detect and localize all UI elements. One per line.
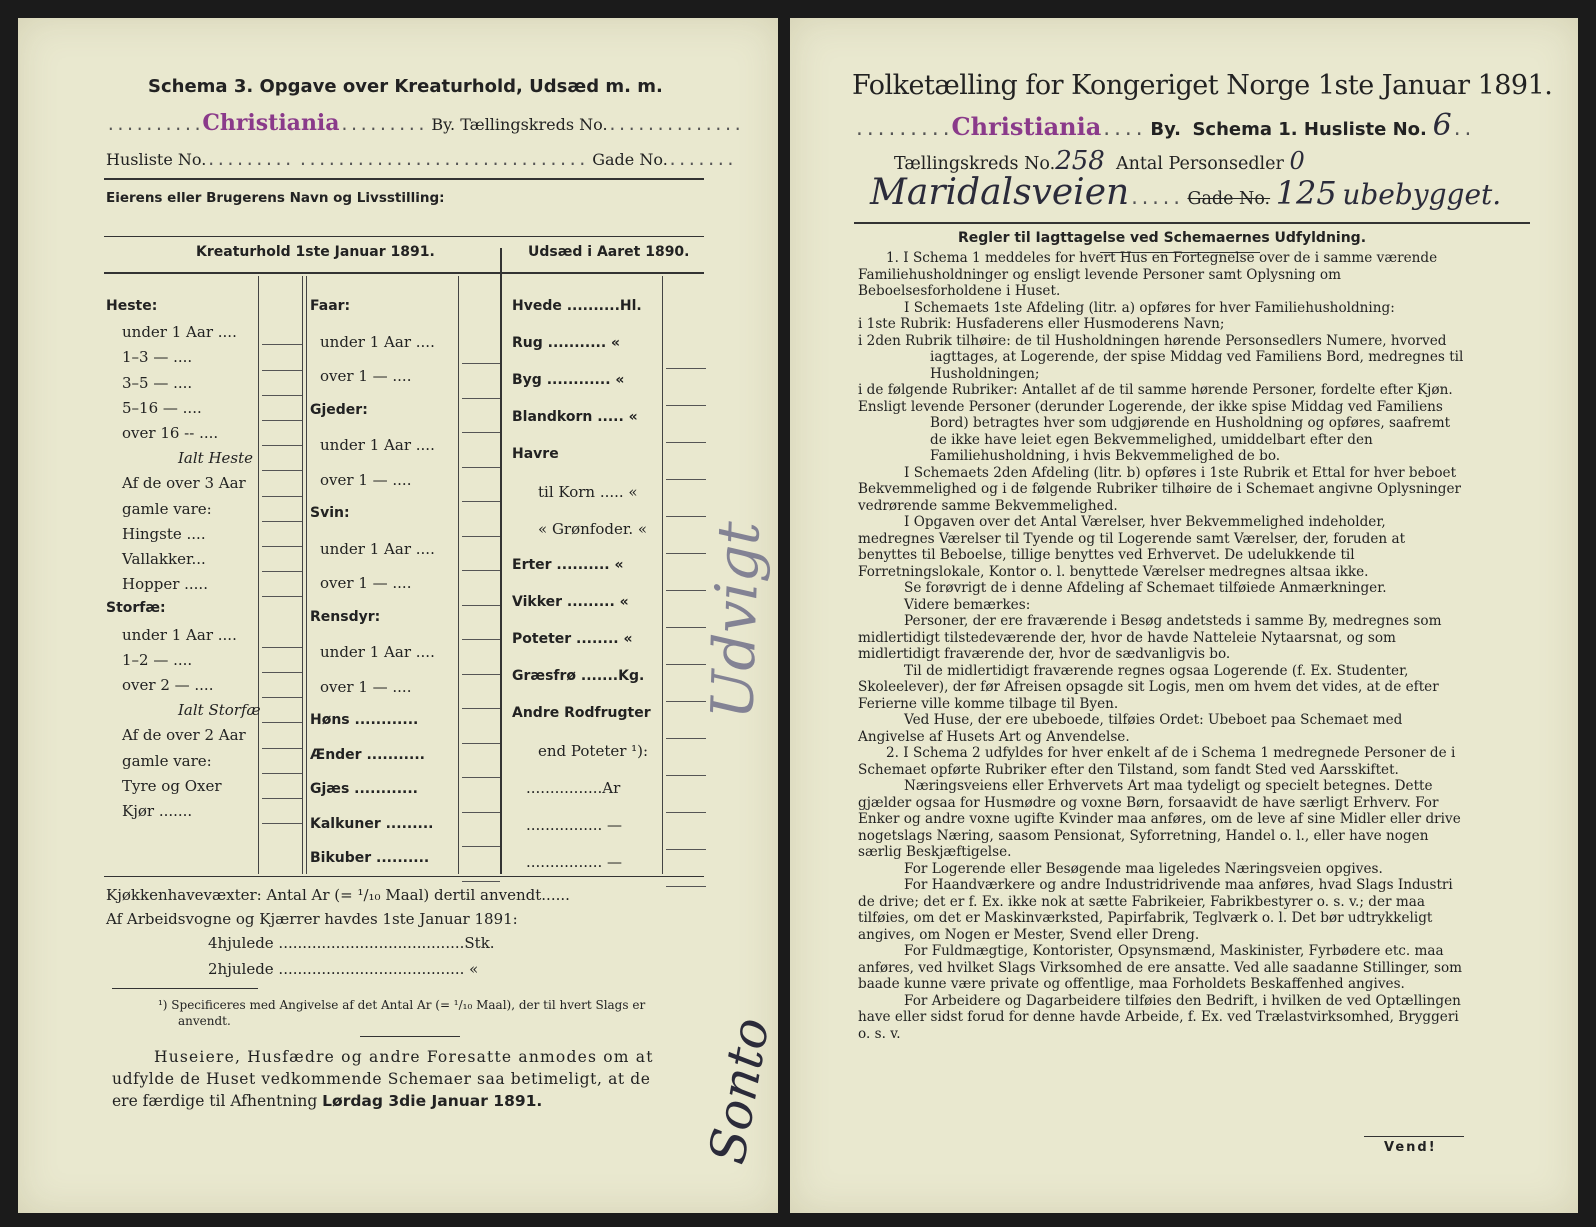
col3-row: Havre — [512, 446, 559, 462]
rule-paragraph: Videre bemærkes: — [904, 596, 1031, 613]
city-stamp: Christiania — [202, 110, 340, 136]
arbeidsvogne-line: Af Arbeidsvogne og Kjærrer havdes 1ste Januar 1891: — [106, 910, 518, 928]
by-line: ..........Christiania......... By. Tællingskreds No............... — [106, 110, 743, 136]
col2-row: Høns ............ — [310, 712, 419, 728]
rule-paragraph: i de følgende Rubriker: Antallet af de til samme hørende Personer, fordelte efter Kjøn. — [858, 382, 1453, 398]
col1-row: Ialt Storfæ — [178, 701, 261, 720]
col1-row: Kjør ....... — [122, 802, 193, 820]
col1-row: under 1 Aar .... — [122, 323, 237, 342]
col2-row: under 1 Aar .... — [320, 436, 435, 454]
husliste-number: 6 — [1432, 108, 1452, 143]
by-label: By. — [431, 115, 456, 134]
vend-label: Vend! — [1384, 1140, 1437, 1155]
rule-paragraph: Ensligt levende Personer (derunder Logerende, der ikke spise Middag ved Familiens Bord) betragtes hver som udgjørende en Husholdning og opføres, saafremt de ikke have leiet egen Bekvemmelighed, umiddelbart efter den Familiehusholdning, i hvis Bekvemmelighed de bo. — [858, 398, 1451, 464]
col1-row: Vallakker... — [122, 550, 206, 568]
street-name: Maridalsveien — [870, 172, 1130, 213]
col1-row: over 16 -- .... — [122, 424, 219, 442]
rule-paragraph: Se forøvrigt de i denne Afdeling af Schemaet tilføiede Anmærkninger. — [904, 580, 1387, 596]
by-label: By. — [1150, 119, 1181, 140]
rules-text — [858, 250, 1464, 1042]
rule-paragraph: Næringsveiens eller Erhvervets Art maa tydeligt og specielt betegnes. Dette gjælder ogsaa for Husmødre og voxne Børn, forsaavidt de have særligt Erhverv. For Enker og andre voxne ugifte Kvinder maa anføres, om de leve af sine Midler eller drive nogetslags Næring, saasom Pensionat, Syforretning, Handel o. l., eller have nogen særlig Beskjæftigelse. — [858, 778, 1461, 860]
schema-husliste-label: Schema 1. Husliste No. — [1192, 119, 1427, 140]
gade-number: 125 — [1275, 174, 1337, 212]
col1-row: Heste: — [106, 298, 158, 314]
col2-row: over 1 — .... — [320, 470, 412, 489]
antal-value: 0 — [1289, 147, 1305, 175]
col1-row: Hingste .... — [122, 524, 206, 543]
census-title: Folketælling for Kongeriget Norge 1ste Januar 1891. — [852, 70, 1553, 101]
col2-row: Rensdyr: — [310, 608, 381, 625]
col2-row: Gjeder: — [310, 401, 368, 418]
handwritten-signature: Sonto — [698, 1013, 781, 1169]
husliste-label: Husliste No. — [106, 150, 207, 169]
col1-row: 1–2 — .... — [122, 650, 193, 669]
taellingskreds-label: Tællingskreds No. — [894, 154, 1056, 174]
col2-row: Faar: — [310, 298, 351, 314]
col3-row: Græsfrø .......Kg. — [512, 668, 645, 684]
rule-paragraph: I Schemaets 1ste Afdeling (litr. a) opføres for hver Familiehusholdning: — [904, 299, 1395, 316]
rule-paragraph: Personer, der ere fraværende i Besøg andetsteds i samme By, medregnes som midlertidigt tilstedeværende der, hvor de havde Natteleie Nytaarsnat, og som midlertidigt fraværende der, hvor de sædvanligvis bo. — [858, 613, 1442, 662]
street-line: Maridalsveien..... Gade No. 125 ubebygget. — [870, 172, 1502, 213]
footnote-line-2: anvendt. — [178, 1014, 231, 1028]
taellingskreds-label: Tællingskreds No. — [460, 115, 608, 134]
gade-label: Gade No. — [1187, 189, 1271, 209]
gade-label: Gade No. — [592, 150, 668, 169]
footnote-line-1: ¹) Specificeres med Angivelse af det Antal Ar (= ¹/₁₀ Maal), der til hvert Slags er — [158, 998, 646, 1012]
col3-row: ................Ar — [526, 779, 621, 797]
rule-paragraph: i 2den Rubrik tilhøire: de til Husholdningen hørende Personsedlers Numere, hvorved iagttages, at Logerende, der spise Middag ved Familiens Bord, medregnes til Husholdningen; — [858, 332, 1464, 382]
col2-row: under 1 Aar .... — [320, 332, 435, 351]
closing-line-3 — [112, 1092, 542, 1110]
col2-row: Svin: — [310, 505, 350, 521]
owner-label: Eierens eller Brugerens Navn og Livsstilling: — [106, 190, 445, 206]
rule-paragraph: I Opgaven over det Antal Værelser, hver Bekvemmelighed indeholder, medregnes Værelser til Tyende og til Logerende samt Værelser, der, foruden at benyttes til Beboelse, tillige benyttes ved Erhvervet. De udelukkende til Forretningslokale, Kontor o. l. benyttede Værelser medregnes altsaa ikke. — [858, 514, 1406, 580]
rules-heading: Regler til Iagttagelse ved Schemaernes Udfyldning. — [958, 230, 1367, 246]
col2-row: over 1 — .... — [320, 367, 412, 385]
col2-row: over 1 — .... — [320, 574, 412, 592]
ubebygget-note: ubebygget. — [1342, 178, 1502, 211]
col3-row: Andre Rodfrugter — [512, 705, 651, 721]
col3-row: Byg ............ « — [512, 372, 625, 388]
handwritten-udvigt: Udvigt — [698, 520, 773, 721]
col1-row: over 2 — .... — [122, 676, 214, 694]
fourhjul-line: 4hjulede .......................................Stk. — [208, 934, 495, 952]
col2-row: under 1 Aar .... — [320, 643, 435, 661]
closing-line-3-text: ere færdige til Afhentning — [112, 1092, 323, 1110]
rule-paragraph: i 1ste Rubrik: Husfaderens eller Husmoderens Navn; — [858, 316, 1225, 332]
col3-row: end Poteter ¹): — [538, 742, 649, 760]
rule-paragraph: For Logerende eller Besøgende maa ligeledes Næringsveien opgives. — [904, 860, 1383, 877]
col3-row: til Korn ..... « — [538, 483, 638, 501]
col3-row: Erter .......... « — [512, 557, 624, 573]
col1-row: gamle vare: — [122, 751, 212, 770]
twohjul-line: 2hjulede ....................................... « — [208, 960, 479, 978]
rule-paragraph: 1. I Schema 1 meddeles for hvert Hus en Fortegnelse over de i samme værende Familiehusholdninger og ensligt levende Personer samt Oplysning om Beboelsesforholdene i Huset. — [858, 250, 1438, 299]
col2-row: over 1 — .... — [320, 677, 412, 696]
col2-row: Ænder ........... — [310, 746, 425, 763]
col1-row: 5–16 — .... — [122, 398, 202, 417]
right-page-schema-1 — [790, 18, 1578, 1213]
col3-row: Rug ........... « — [512, 335, 621, 351]
col2-row: Kalkuner ......... — [310, 815, 434, 832]
col1-row: gamle vare: — [122, 499, 212, 518]
rule-paragraph: 2. I Schema 2 udfyldes for hver enkelt af de i Schema 1 medregnede Personer de i Schemaet opførte Rubriker efter den Tilstand, som fandt Sted ved Aarsskiftet. — [858, 745, 1456, 778]
kreaturhold-header: Kreaturhold 1ste Januar 1891. — [196, 244, 435, 260]
col1-row: 3–5 — .... — [122, 373, 193, 392]
col3-row: Blandkorn ..... « — [512, 409, 638, 425]
col1-row: Ialt Heste — [178, 449, 254, 468]
col3-row: ................ — — [526, 853, 623, 871]
col1-row: Storfæ: — [106, 600, 166, 617]
col3-row: Vikker ......... « — [512, 594, 629, 610]
col2-row: under 1 Aar .... — [320, 539, 435, 558]
col1-row: Af de over 3 Aar — [122, 474, 246, 493]
city-schema-line: .........Christiania.... By. Schema 1. Husliste No. 6.. — [854, 108, 1474, 143]
closing-deadline: Lørdag 3die Januar 1891. — [322, 1092, 543, 1110]
col1-row: Tyre og Oxer — [122, 776, 222, 795]
col2-row: Gjæs ............ — [310, 781, 418, 797]
rule-paragraph: For Haandværkere og andre Industridrivende maa anføres, hvad Slags Industri de drive; det er f. Ex. ikke nok at sætte Fabrikeier, Fabrikbestyrer o. s. v.; der maa tilføies, om det er Maskinværksted, Papirfabrik, Teglværk o. l. Det bør udtrykkeligt angives, om Nogen er Mester, Svend eller Dreng. — [858, 877, 1453, 943]
col3-row: « Grønfoder. « — [538, 520, 648, 538]
col1-row: Af de over 2 Aar — [122, 726, 246, 745]
kjokkenhave-line — [106, 886, 570, 904]
rule-paragraph: For Arbeidere og Dagarbeidere tilføies den Bedrift, i hvilken de ved Optællingen have eller sidst forud for denne havde Arbeide, f. Ex. ved Trælastvirksomhed, Bryggeri o. s. v. — [858, 992, 1461, 1042]
col3-row: Poteter ........ « — [512, 631, 633, 647]
col1-row: under 1 Aar .... — [122, 625, 237, 644]
udsaed-header: Udsæd i Aaret 1890. — [528, 244, 690, 260]
rule-paragraph: I Schemaets 2den Afdeling (litr. b) opføres i 1ste Rubrik et Ettal for hver beboet Bekvemmelighed og i de følgende Rubriker tilhøire de i Schemaet angivne Oplysninger vedrørende samme Bekvemmelighed. — [858, 464, 1462, 514]
kjokkenhave-text: Kjøkkenhavevæxter: Antal Ar (= ¹/₁₀ Maal) dertil anvendt...... — [106, 886, 570, 904]
left-page-schema-3 — [18, 18, 781, 1213]
col2-row: Bikuber .......... — [310, 850, 430, 866]
closing-line-1: Huseiere, Husfædre og andre Foresatte anmodes om at — [154, 1048, 654, 1066]
rule-paragraph: For Fuldmægtige, Kontorister, Opsynsmænd, Maskinister, Fyrbødere etc. maa anføres, ved hvilket Slags Virksomhed de ere ansatte. Ved alle saadanne Stillinger, som baade kunne være private og offentlige, maa Forholdets Beskaffenhed angives. — [858, 943, 1463, 992]
col1-row: Hopper ..... — [122, 575, 208, 594]
antal-label: Antal Personsedler — [1115, 154, 1284, 174]
city-stamp: Christiania — [951, 112, 1102, 141]
col1-row: 1–3 — .... — [122, 348, 193, 367]
schema-3-title: Schema 3. Opgave over Kreaturhold, Udsæd m. m. — [148, 76, 663, 97]
col3-row: ................ — — [526, 816, 623, 834]
taellingskreds-number: 258 — [1055, 146, 1105, 176]
rule-paragraph: Til de midlertidigt fraværende regnes ogsaa Logerende (f. Ex. Studenter, Skoleelever), der før Afreisen opsagde sit Logis, men om hvem det vides, at de efter Ferierne ville komme tilbage til Byen. — [858, 662, 1439, 712]
husliste-gade-line: Husliste No.......... .............................. Gade No........ — [106, 150, 736, 169]
closing-line-2: udfylde de Huset vedkommende Schemaer saa betimeligt, at de — [112, 1070, 651, 1088]
rule-paragraph: Ved Huse, der ere ubeboede, tilføies Ordet: Ubeboet paa Schemaet med Angivelse af Husets Art og Anvendelse. — [858, 712, 1403, 745]
col3-row: Hvede ..........Hl. — [512, 298, 642, 314]
